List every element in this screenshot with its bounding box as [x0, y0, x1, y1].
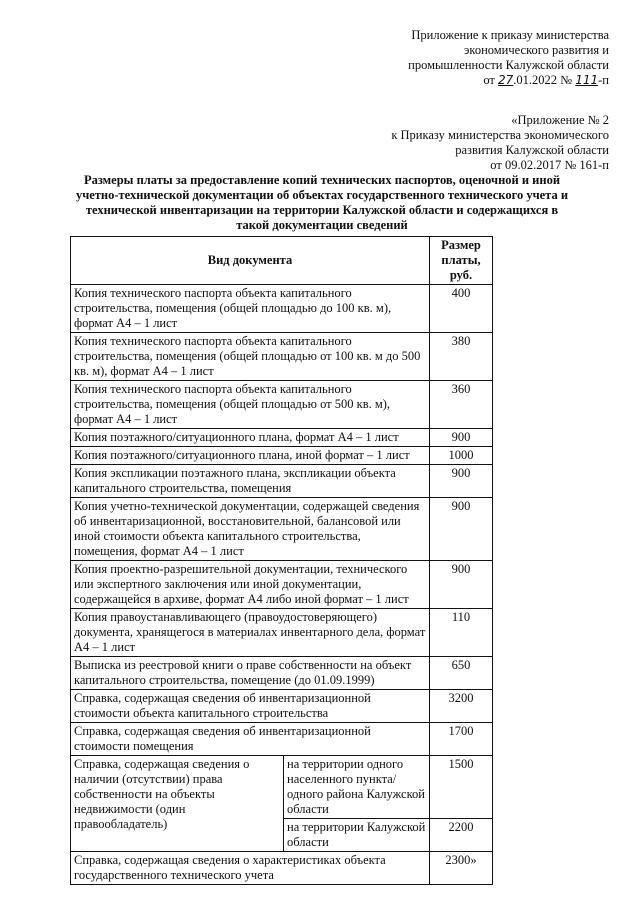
table-row [71, 690, 493, 723]
date-prefix: от [483, 73, 495, 87]
price-cell: 650 [430, 657, 493, 690]
original-appendix-header [309, 113, 609, 173]
table-row [71, 447, 493, 465]
document-title: Размеры платы за предоставление копий технических паспортов, оценочной и иной учетно-технической документации об объектах государственного технического учета и технической инвентаризации на территории Калужской области и содержащихся в такой документации сведений [75, 173, 569, 232]
doc-cell: Справка, содержащая сведения об инвентаризационной стоимости помещения [71, 723, 430, 756]
territory-cell: на территории одного населенного пункта/одного района Калужской области [284, 756, 430, 819]
table-row [71, 723, 493, 756]
doc-cell: Копия технического паспорта объекта капитального строительства, помещения (общей площадью до 100 кв. м), формат А4 – 1 лист [71, 285, 430, 333]
table-row-split [71, 756, 493, 819]
doc-cell: Копия технического паспорта объекта капитального строительства, помещения (общей площадью от 100 кв. м до 500 кв. м), формат А4 – 1 лист [71, 333, 430, 381]
table-row [71, 465, 493, 498]
price-cell: 1500 [430, 756, 493, 819]
price-cell: 2300» [430, 852, 493, 885]
table-row [71, 429, 493, 447]
appendix-line: экономического развития и [464, 43, 609, 57]
doc-cell: Копия правоустанавливающего (правоудостоверяющего) документа, хранящегося в материалах инвентарного дела, формат А4 – 1 лист [71, 609, 430, 657]
appendix-line: Приложение к приказу министерства [411, 28, 609, 42]
appendix-line: от 09.02.2017 № 161-п [490, 158, 609, 172]
table-row [71, 852, 493, 885]
price-cell: 400 [430, 285, 493, 333]
handwritten-day: 27 [498, 73, 514, 87]
doc-cell: Копия экспликации поэтажного плана, экспликации объекта капитального строительства, помещения [71, 465, 430, 498]
appendix-line: «Приложение № 2 [511, 113, 609, 127]
handwritten-number: 111 [575, 73, 599, 87]
territory-cell: на территории Калужской области [284, 819, 430, 852]
price-cell: 1700 [430, 723, 493, 756]
fee-table [70, 236, 493, 885]
appendix-line: к Приказу министерства экономического [391, 128, 609, 142]
appendix-line: промышленности Калужской области [408, 58, 609, 72]
doc-cell: Копия поэтажного/ситуационного плана, формат А4 – 1 лист [71, 429, 430, 447]
doc-cell: Копия учетно-технической документации, содержащей сведения об инвентаризационной, восстановительной, балансовой или иной стоимости объекта капитального строительства, помещения, формат А4 – 1 лист [71, 498, 430, 561]
table-row [71, 657, 493, 690]
date-suffix: -п [598, 73, 609, 87]
column-header-price: Размер платы, руб. [430, 237, 493, 285]
doc-cell: Справка, содержащая сведения об инвентаризационной стоимости объекта капитального строительства [71, 690, 430, 723]
table-header-row [71, 237, 493, 285]
doc-cell: Копия поэтажного/ситуационного плана, иной формат – 1 лист [71, 447, 430, 465]
doc-cell: Справка, содержащая сведения о наличии (отсутствии) права собственности на объекты недвижимости (один правообладатель) [71, 756, 284, 852]
price-cell: 360 [430, 381, 493, 429]
price-cell: 900 [430, 465, 493, 498]
doc-cell: Копия технического паспорта объекта капитального строительства, помещения (общей площадью от 500 кв. м), формат А4 – 1 лист [71, 381, 430, 429]
price-cell: 380 [430, 333, 493, 381]
price-cell: 900 [430, 429, 493, 447]
price-cell: 3200 [430, 690, 493, 723]
table-row [71, 285, 493, 333]
table-row [71, 333, 493, 381]
table-row [71, 561, 493, 609]
price-cell: 110 [430, 609, 493, 657]
price-cell: 1000 [430, 447, 493, 465]
date-mid: .01.2022 № [513, 73, 573, 87]
table-row [71, 498, 493, 561]
doc-cell: Справка, содержащая сведения о характеристиках объекта государственного технического учета [71, 852, 430, 885]
appendix-header [349, 28, 609, 88]
table-row [71, 609, 493, 657]
price-cell: 900 [430, 498, 493, 561]
price-cell: 2200 [430, 819, 493, 852]
table-row [71, 381, 493, 429]
appendix-date [349, 73, 609, 88]
doc-cell: Выписка из реестровой книги о праве собственности на объект капитального строительства, помещение (до 01.09.1999) [71, 657, 430, 690]
price-cell: 900 [430, 561, 493, 609]
doc-cell: Копия проектно-разрешительной документации, технического или экспертного заключения или иной документации, содержащейся в архиве, формат А4 либо иной формат – 1 лист [71, 561, 430, 609]
column-header-document: Вид документа [71, 237, 430, 285]
appendix-line: развития Калужской области [455, 143, 609, 157]
